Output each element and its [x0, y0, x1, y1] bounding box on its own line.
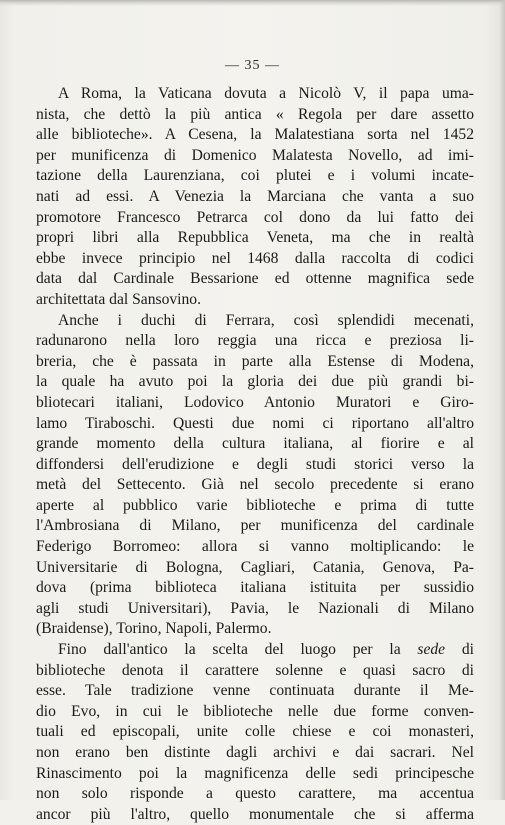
- text-line: ancor più l'altro, quello monumentale che si afferma: [36, 805, 474, 823]
- text-line: tuali ed episcopali, unite colle chiese e coi monasteri,: [36, 723, 474, 741]
- text-line: biblioteche denota il carattere solenne e quasi sacro di: [36, 661, 474, 679]
- text-line: Federigo Borromeo: allora si vanno moltiplicando: le: [36, 538, 474, 556]
- text-line-with-italic-word: Fino dall'antico la scelta del luogo per la sede di: [58, 641, 474, 659]
- text-line: non erano ben distinte dagli archivi e dai sacrari. Nel: [36, 744, 474, 761]
- page-right-edge-shadow: [499, 0, 505, 800]
- text-line: A Roma, la Vaticana dovuta a Nicolò V, il papa uma-: [58, 85, 474, 102]
- text-line: (Braidense), Torino, Napoli, Palermo.: [36, 620, 272, 638]
- text-line: bliotecari italiani, Lodovico Antonio Muratori e Giro-: [36, 393, 474, 411]
- text-line: breria, che è passata in parte alla Estense di Modena,: [36, 352, 474, 370]
- page-top-edge-shadow: [0, 0, 505, 6]
- text-line: l'Ambrosiana di Milano, per munificenza del cardinale: [36, 517, 474, 535]
- text-line: architettata dal Sansovino.: [36, 290, 201, 308]
- text-line: agli studi Universitari), Pavia, le Nazionali di Milano: [36, 599, 474, 617]
- body-text: [36, 84, 474, 825]
- text-line: esse. Tale tradizione venne continuata durante il Me-: [36, 682, 474, 700]
- text-line: propri libri alla Repubblica Veneta, ma che in realtà: [36, 229, 474, 247]
- text-line: radunarono nella loro reggia una ricca e preziosa li-: [36, 332, 474, 350]
- page-number: — 35 —: [225, 58, 280, 73]
- text-line: Universitarie di Bologna, Cagliari, Catania, Genova, Pa-: [36, 558, 474, 576]
- text-line: metà del Settecento. Già nel secolo precedente si erano: [36, 476, 474, 494]
- text-line: promotore Francesco Petrarca col dono da lui fatto dei: [36, 208, 474, 226]
- text-line: non solo risponde a questo carattere, ma accentua: [36, 785, 474, 803]
- text-line: Anche i duchi di Ferrara, così splendidi mecenati,: [58, 311, 474, 329]
- text-line: grande momento della cultura italiana, al fiorire e al: [36, 435, 474, 453]
- text-line: data dal Cardinale Bessarione ed ottenne magnifica sede: [36, 270, 474, 288]
- text-line: la quale ha avuto poi la gloria dei due più grandi bi-: [36, 373, 474, 391]
- text-line: dio Evo, in cui le biblioteche nelle due forme conven-: [36, 702, 474, 720]
- text-line: alle biblioteche». A Cesena, la Malatestiana sorta nel 1452: [36, 126, 474, 144]
- italic-word-sede: sede: [417, 641, 446, 659]
- text-line: ebbe invece principio nel 1468 dalla raccolta di codici: [36, 249, 474, 267]
- text-line: Rinascimento poi la magnificenza delle sedi principesche: [36, 764, 474, 782]
- text-line: per munificenza di Domenico Malatesta Novello, ad imi-: [36, 146, 474, 164]
- text-line: diffondersi dell'erudizione e degli studi storici verso la: [36, 455, 474, 473]
- text-line: lamo Tiraboschi. Questi due nomi ci riportano all'altro: [36, 414, 474, 432]
- text-line: dova (prima biblioteca italiana istituita per sussidio: [36, 579, 474, 597]
- text-line: nati ad essi. A Venezia la Marciana che vanta a suo: [36, 187, 474, 205]
- text-line: tazione della Laurenziana, coi plutei e i volumi incate-: [36, 167, 474, 185]
- text-line: aperte al pubblico varie biblioteche e prima di tutte: [36, 496, 474, 514]
- text-line: nista, che dettò la più antica « Regola per dare assetto: [36, 105, 474, 123]
